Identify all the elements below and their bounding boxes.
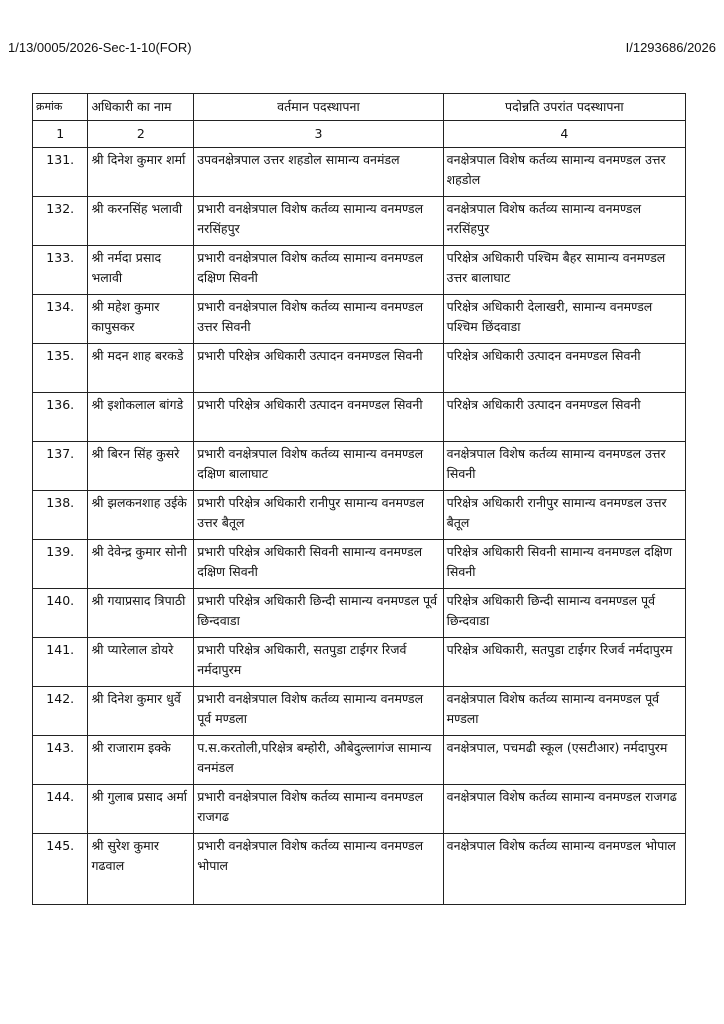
officer-name-cell: श्री झलकनशाह उईके xyxy=(88,491,194,540)
table-row xyxy=(33,148,686,197)
officer-name-cell: श्री गयाप्रसाद त्रिपाठी xyxy=(88,589,194,638)
promoted-posting-cell: वनक्षेत्रपाल विशेष कर्तव्य सामान्य वनमण्डल उत्तर शहडोल xyxy=(443,148,685,197)
serial-number-cell: 134. xyxy=(33,295,88,344)
serial-number-cell: 137. xyxy=(33,442,88,491)
promoted-posting-cell: परिक्षेत्र अधिकारी पश्चिम बैहर सामान्य वनमण्डल उत्तर बालाघाट xyxy=(443,246,685,295)
serial-number-cell: 139. xyxy=(33,540,88,589)
serial-number-cell: 135. xyxy=(33,344,88,393)
officer-name-cell: श्री मदन शाह बरकडे xyxy=(88,344,194,393)
current-posting-cell: प्रभारी परिक्षेत्र अधिकारी उत्पादन वनमण्डल सिवनी xyxy=(194,344,443,393)
current-posting-cell: प्रभारी परिक्षेत्र अधिकारी, सतपुडा टाईगर रिजर्व नर्मदापुरम xyxy=(194,638,443,687)
table-row xyxy=(33,834,686,905)
current-posting-cell: प्रभारी वनक्षेत्रपाल विशेष कर्तव्य सामान्य वनमण्डल नरसिंहपुर xyxy=(194,197,443,246)
table-row xyxy=(33,344,686,393)
officer-name-cell: श्री दिनेश कुमार शर्मा xyxy=(88,148,194,197)
promoted-posting-cell: परिक्षेत्र अधिकारी उत्पादन वनमण्डल सिवनी xyxy=(443,344,685,393)
current-posting-cell: प्रभारी परिक्षेत्र अधिकारी सिवनी सामान्य वनमण्डल दक्षिण सिवनी xyxy=(194,540,443,589)
serial-number-cell: 142. xyxy=(33,687,88,736)
promoted-posting-cell: परिक्षेत्र अधिकारी रानीपुर सामान्य वनमण्डल उत्तर बैतूल xyxy=(443,491,685,540)
serial-number-cell: 140. xyxy=(33,589,88,638)
column-number-row xyxy=(33,121,686,148)
posting-table xyxy=(32,93,686,905)
officer-name-cell: श्री गुलाब प्रसाद अर्मा xyxy=(88,785,194,834)
current-posting-cell: प्रभारी परिक्षेत्र अधिकारी छिन्दी सामान्य वनमण्डल पूर्व छिन्दवाडा xyxy=(194,589,443,638)
document-header xyxy=(8,40,716,55)
table-row xyxy=(33,393,686,442)
table-row xyxy=(33,687,686,736)
current-posting-cell: उपवनक्षेत्रपाल उत्तर शहडोल सामान्य वनमंडल xyxy=(194,148,443,197)
current-posting-cell: प्रभारी वनक्षेत्रपाल विशेष कर्तव्य सामान्य वनमण्डल पूर्व मण्डला xyxy=(194,687,443,736)
column-header-promoted-posting: पदोन्नति उपरांत पदस्थापना xyxy=(443,94,685,121)
column-header-serial: क्रमांक xyxy=(33,94,88,121)
current-posting-cell: प्रभारी परिक्षेत्र अधिकारी उत्पादन वनमण्डल सिवनी xyxy=(194,393,443,442)
current-posting-cell: प.स.करतोली,परिक्षेत्र बम्होरी, औबेदुल्लागंज सामान्य वनमंडल xyxy=(194,736,443,785)
table-row xyxy=(33,736,686,785)
receipt-reference: I/1293686/2026 xyxy=(625,40,716,55)
column-number: 4 xyxy=(443,121,685,148)
table-row xyxy=(33,638,686,687)
table-row xyxy=(33,589,686,638)
serial-number-cell: 141. xyxy=(33,638,88,687)
promoted-posting-cell: वनक्षेत्रपाल विशेष कर्तव्य सामान्य वनमण्डल उत्तर सिवनी xyxy=(443,442,685,491)
table-row xyxy=(33,246,686,295)
current-posting-cell: प्रभारी वनक्षेत्रपाल विशेष कर्तव्य सामान्य वनमण्डल भोपाल xyxy=(194,834,443,905)
officer-name-cell: श्री नर्मदा प्रसाद भलावी xyxy=(88,246,194,295)
serial-number-cell: 133. xyxy=(33,246,88,295)
table-row xyxy=(33,197,686,246)
officer-name-cell: श्री देवेन्द्र कुमार सोनी xyxy=(88,540,194,589)
officer-name-cell: श्री महेश कुमार कापुसकर xyxy=(88,295,194,344)
serial-number-cell: 136. xyxy=(33,393,88,442)
promoted-posting-cell: वनक्षेत्रपाल विशेष कर्तव्य सामान्य वनमण्डल भोपाल xyxy=(443,834,685,905)
serial-number-cell: 144. xyxy=(33,785,88,834)
column-number: 1 xyxy=(33,121,88,148)
column-header-current-posting: वर्तमान पदस्थापना xyxy=(194,94,443,121)
officer-name-cell: श्री राजाराम इक्के xyxy=(88,736,194,785)
table-row xyxy=(33,785,686,834)
officer-name-cell: श्री दिनेश कुमार धुर्वे xyxy=(88,687,194,736)
promoted-posting-cell: परिक्षेत्र अधिकारी छिन्दी सामान्य वनमण्डल पूर्व छिन्दवाडा xyxy=(443,589,685,638)
promoted-posting-cell: वनक्षेत्रपाल विशेष कर्तव्य सामान्य वनमण्डल पूर्व मण्डला xyxy=(443,687,685,736)
serial-number-cell: 145. xyxy=(33,834,88,905)
current-posting-cell: प्रभारी वनक्षेत्रपाल विशेष कर्तव्य सामान्य वनमण्डल राजगढ xyxy=(194,785,443,834)
table-header-row xyxy=(33,94,686,121)
current-posting-cell: प्रभारी परिक्षेत्र अधिकारी रानीपुर सामान्य वनमण्डल उत्तर बैतूल xyxy=(194,491,443,540)
promoted-posting-cell: परिक्षेत्र अधिकारी देलाखरी, सामान्य वनमण्डल पश्चिम छिंदवाडा xyxy=(443,295,685,344)
officer-name-cell: श्री करनसिंह भलावी xyxy=(88,197,194,246)
serial-number-cell: 138. xyxy=(33,491,88,540)
promoted-posting-cell: वनक्षेत्रपाल विशेष कर्तव्य सामान्य वनमण्डल राजगढ xyxy=(443,785,685,834)
serial-number-cell: 132. xyxy=(33,197,88,246)
officer-name-cell: श्री प्यारेलाल डोयरे xyxy=(88,638,194,687)
promoted-posting-cell: वनक्षेत्रपाल विशेष कर्तव्य सामान्य वनमण्डल नरसिंहपुर xyxy=(443,197,685,246)
file-reference: 1/13/0005/2026-Sec-1-10(FOR) xyxy=(8,40,192,55)
table-row xyxy=(33,491,686,540)
current-posting-cell: प्रभारी वनक्षेत्रपाल विशेष कर्तव्य सामान्य वनमण्डल उत्तर सिवनी xyxy=(194,295,443,344)
current-posting-cell: प्रभारी वनक्षेत्रपाल विशेष कर्तव्य सामान्य वनमण्डल दक्षिण सिवनी xyxy=(194,246,443,295)
table-row xyxy=(33,442,686,491)
table-row xyxy=(33,295,686,344)
promoted-posting-cell: परिक्षेत्र अधिकारी, सतपुडा टाईगर रिजर्व नर्मदापुरम xyxy=(443,638,685,687)
current-posting-cell: प्रभारी वनक्षेत्रपाल विशेष कर्तव्य सामान्य वनमण्डल दक्षिण बालाघाट xyxy=(194,442,443,491)
column-number: 3 xyxy=(194,121,443,148)
officer-name-cell: श्री इशोकलाल बांगडे xyxy=(88,393,194,442)
officer-name-cell: श्री सुरेश कुमार गढवाल xyxy=(88,834,194,905)
serial-number-cell: 131. xyxy=(33,148,88,197)
officer-name-cell: श्री बिरन सिंह कुसरे xyxy=(88,442,194,491)
promoted-posting-cell: वनक्षेत्रपाल, पचमढी स्कूल (एसटीआर) नर्मदापुरम xyxy=(443,736,685,785)
table-row xyxy=(33,540,686,589)
serial-number-cell: 143. xyxy=(33,736,88,785)
column-header-name: अधिकारी का नाम xyxy=(88,94,194,121)
column-number: 2 xyxy=(88,121,194,148)
promoted-posting-cell: परिक्षेत्र अधिकारी उत्पादन वनमण्डल सिवनी xyxy=(443,393,685,442)
promoted-posting-cell: परिक्षेत्र अधिकारी सिवनी सामान्य वनमण्डल दक्षिण सिवनी xyxy=(443,540,685,589)
